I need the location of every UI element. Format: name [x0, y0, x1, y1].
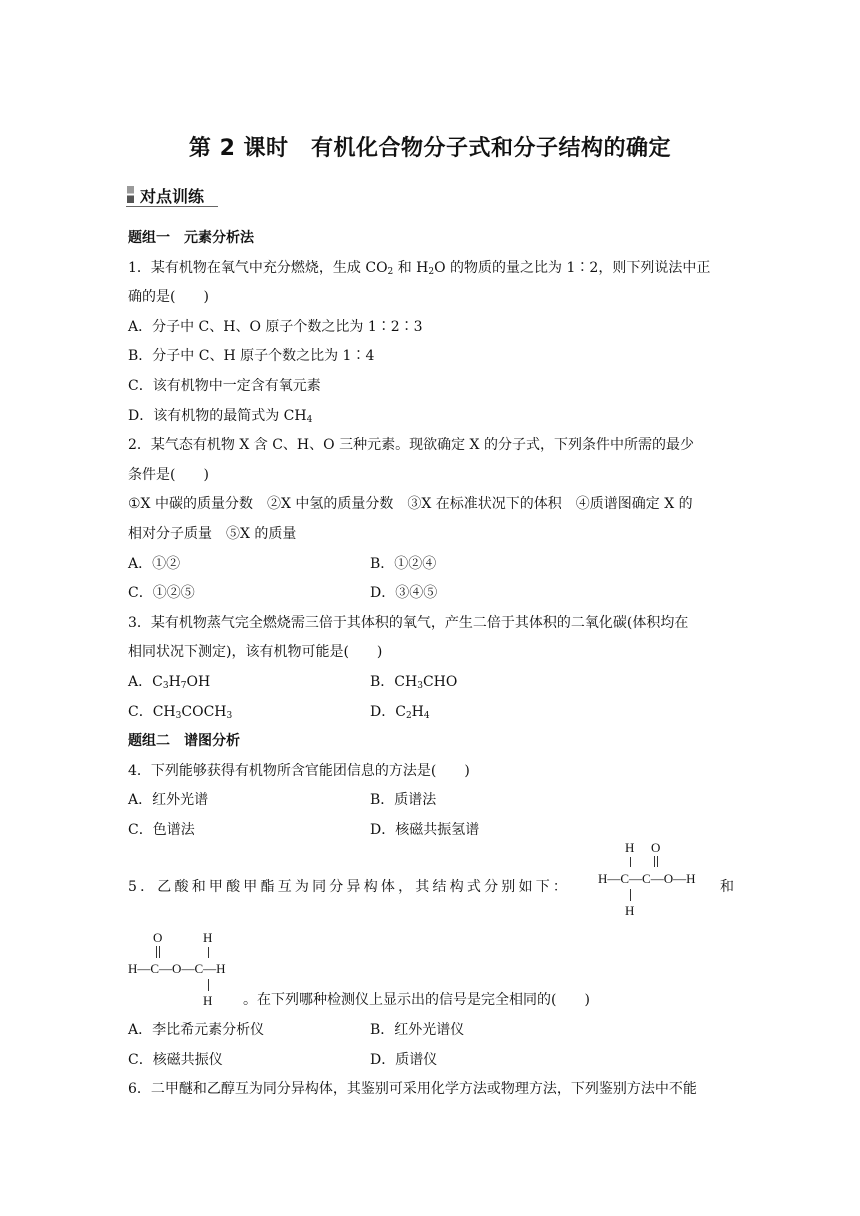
q2-option-c[interactable]: C．①②⑤ — [128, 585, 195, 602]
question-1-stem-cont: 确的是( ) — [128, 289, 209, 306]
q4-option-d[interactable]: D．核磁共振氢谱 — [370, 821, 480, 838]
question-2-conditions-cont: 相对分子质量 ⑤X 的质量 — [128, 525, 297, 542]
q3-option-b[interactable]: B．$CH_3CHO$ — [370, 673, 458, 691]
q5-options-row-1 — [128, 1016, 734, 1046]
q3-options-row-1 — [128, 668, 734, 698]
question-6-stem: 6．二甲醚和乙醇互为同分异构体，其鉴别可采用化学方法或物理方法，下列鉴别方法中不能 — [128, 1081, 697, 1098]
acetic-acid-structure: H O H—C—C—O—H H — [598, 840, 696, 918]
section-label: 对点训练 — [140, 187, 205, 206]
q2-option-d[interactable]: D．③④⑤ — [370, 585, 438, 602]
lesson-title: 第 2 课时 有机化合物分子式和分子结构的确定 — [188, 136, 672, 161]
q3-option-c[interactable]: C．$CH_3COCH_3$ — [128, 703, 233, 721]
question-2-conditions: ①X 中碳的质量分数 ②X 中氢的质量分数 ③X 在标准状况下的体积 ④质谱图确定 X 的 — [128, 496, 693, 513]
q4-options-row-1 — [128, 786, 734, 816]
q5-option-c[interactable]: C．核磁共振仪 — [128, 1051, 223, 1068]
question-4-stem: 4．下列能够获得有机物所含官能团信息的方法是( ) — [128, 762, 470, 779]
q2-option-b[interactable]: B．①②④ — [370, 555, 437, 572]
q3-option-d[interactable]: D．$C_2H_4$ — [370, 703, 430, 721]
q2-option-a[interactable]: A．①② — [128, 555, 181, 572]
q4-option-b[interactable]: B．质谱法 — [370, 792, 437, 809]
section-header — [126, 184, 218, 207]
q5-options — [128, 1016, 734, 1105]
q5-option-d[interactable]: D．质谱仪 — [370, 1051, 438, 1068]
question-3-stem: 3．某有机物蒸气完全燃烧需三倍于其体积的氧气，产生二倍于其体积的二氧化碳(体积均在 — [128, 614, 689, 631]
question-2-stem-cont: 条件是( ) — [128, 466, 209, 483]
q5-options-row-2 — [128, 1046, 734, 1076]
q5-option-a[interactable]: A．李比希元素分析仪 — [128, 1022, 265, 1038]
question-1-stem: 1．某有机物在氧气中充分燃烧，生成 $CO_2$ 和 $H_2O$ 的物质的量之比为 1∶2，则下列说法中正 — [128, 259, 711, 277]
q1-option-b[interactable]: B．分子中 C、H 原子个数之比为 1∶4 — [128, 348, 375, 365]
q2-options-row-2 — [128, 579, 734, 609]
question-list — [128, 224, 734, 845]
q1-option-d[interactable]: D．该有机物的最简式为 $CH_4$ — [128, 407, 313, 425]
q3-option-a[interactable]: A．$C_3H_7OH$ — [128, 673, 211, 691]
q1-option-a[interactable]: A．分子中 C、H、O 原子个数之比为 1∶2∶3 — [128, 318, 423, 335]
q3-options-row-2 — [128, 698, 734, 728]
section-marker-icon — [127, 186, 134, 203]
q5-option-b[interactable]: B．红外光谱仪 — [370, 1022, 465, 1038]
q2-options-row-1 — [128, 550, 734, 580]
group-heading-2: 题组二 谱图分析 — [128, 733, 240, 750]
question-2-stem: 2．某气态有机物 X 含 C、H、O 三种元素。现欲确定 X 的分子式，下列条件中所需的最少 — [128, 437, 694, 454]
question-5-stem-cont: 。在下列哪种检测仪上显示出的信号是完全相同的( ) — [243, 992, 590, 1008]
q1-option-c[interactable]: C．该有机物中一定含有氧元素 — [128, 377, 321, 394]
methyl-formate-structure: O H H—C—O—C—H H — [128, 930, 226, 1008]
q4-option-a[interactable]: A．红外光谱 — [128, 792, 209, 809]
group-heading-1: 题组一 元素分析法 — [128, 230, 254, 246]
question-5-stem: 5．乙酸和甲酸甲酯互为同分异构体，其结构式分别如下： 和 — [128, 879, 734, 895]
question-3-stem-cont: 相同状况下测定)，该有机物可能是( ) — [128, 644, 383, 661]
q4-option-c[interactable]: C．色谱法 — [128, 821, 195, 838]
